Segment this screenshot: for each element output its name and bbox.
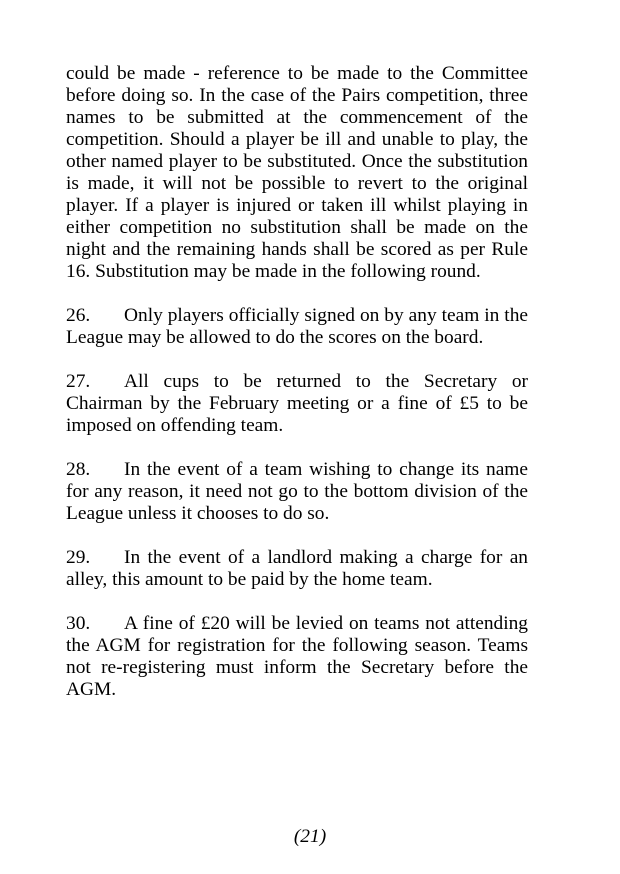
rule-26-paragraph: [66, 305, 528, 349]
rule-29-text: In the event of a landlord making a charge for an alley, this amount to be paid by the home team.: [66, 547, 528, 590]
rule-continuation-paragraph: could be made - reference to be made to the Committee before doing so. In the case of the Pairs competition, three names to be submitted at the commencement of the competition. Should a player be ill and unable to play, the other named player to be substituted. Once the substitution is made, it will not be possible to revert to the original player. If a player is injured or taken ill whilst playing in either competition no substitution shall be made on the night and the remaining hands shall be scored as per Rule 16. Substitution may be made in the following round.: [66, 63, 528, 282]
rule-30-number: 30.: [66, 613, 91, 634]
rule-30-paragraph: [66, 613, 528, 701]
rule-30-text: A fine of £20 will be levied on teams not attending the AGM for registration for the following season. Teams not re-registering must inform the Secretary before the AGM.: [66, 613, 528, 700]
rule-29-paragraph: [66, 547, 528, 591]
rule-26-number: 26.: [66, 305, 91, 326]
rule-29-number: 29.: [66, 547, 91, 568]
rule-27-number: 27.: [66, 371, 91, 392]
rule-28-number: 28.: [66, 459, 91, 480]
page-body: [66, 63, 528, 723]
rule-26-text: Only players officially signed on by any team in the League may be allowed to do the scores on the board.: [66, 305, 528, 348]
rule-27-paragraph: [66, 371, 528, 437]
rule-28-text: In the event of a team wishing to change its name for any reason, it need not go to the bottom division of the League unless it chooses to do so.: [66, 459, 528, 524]
page-number: (21): [293, 826, 327, 847]
rule-28-paragraph: [66, 459, 528, 525]
rule-27-text: All cups to be returned to the Secretary or Chairman by the February meeting or a fine of £5 to be imposed on offending team.: [66, 371, 528, 436]
